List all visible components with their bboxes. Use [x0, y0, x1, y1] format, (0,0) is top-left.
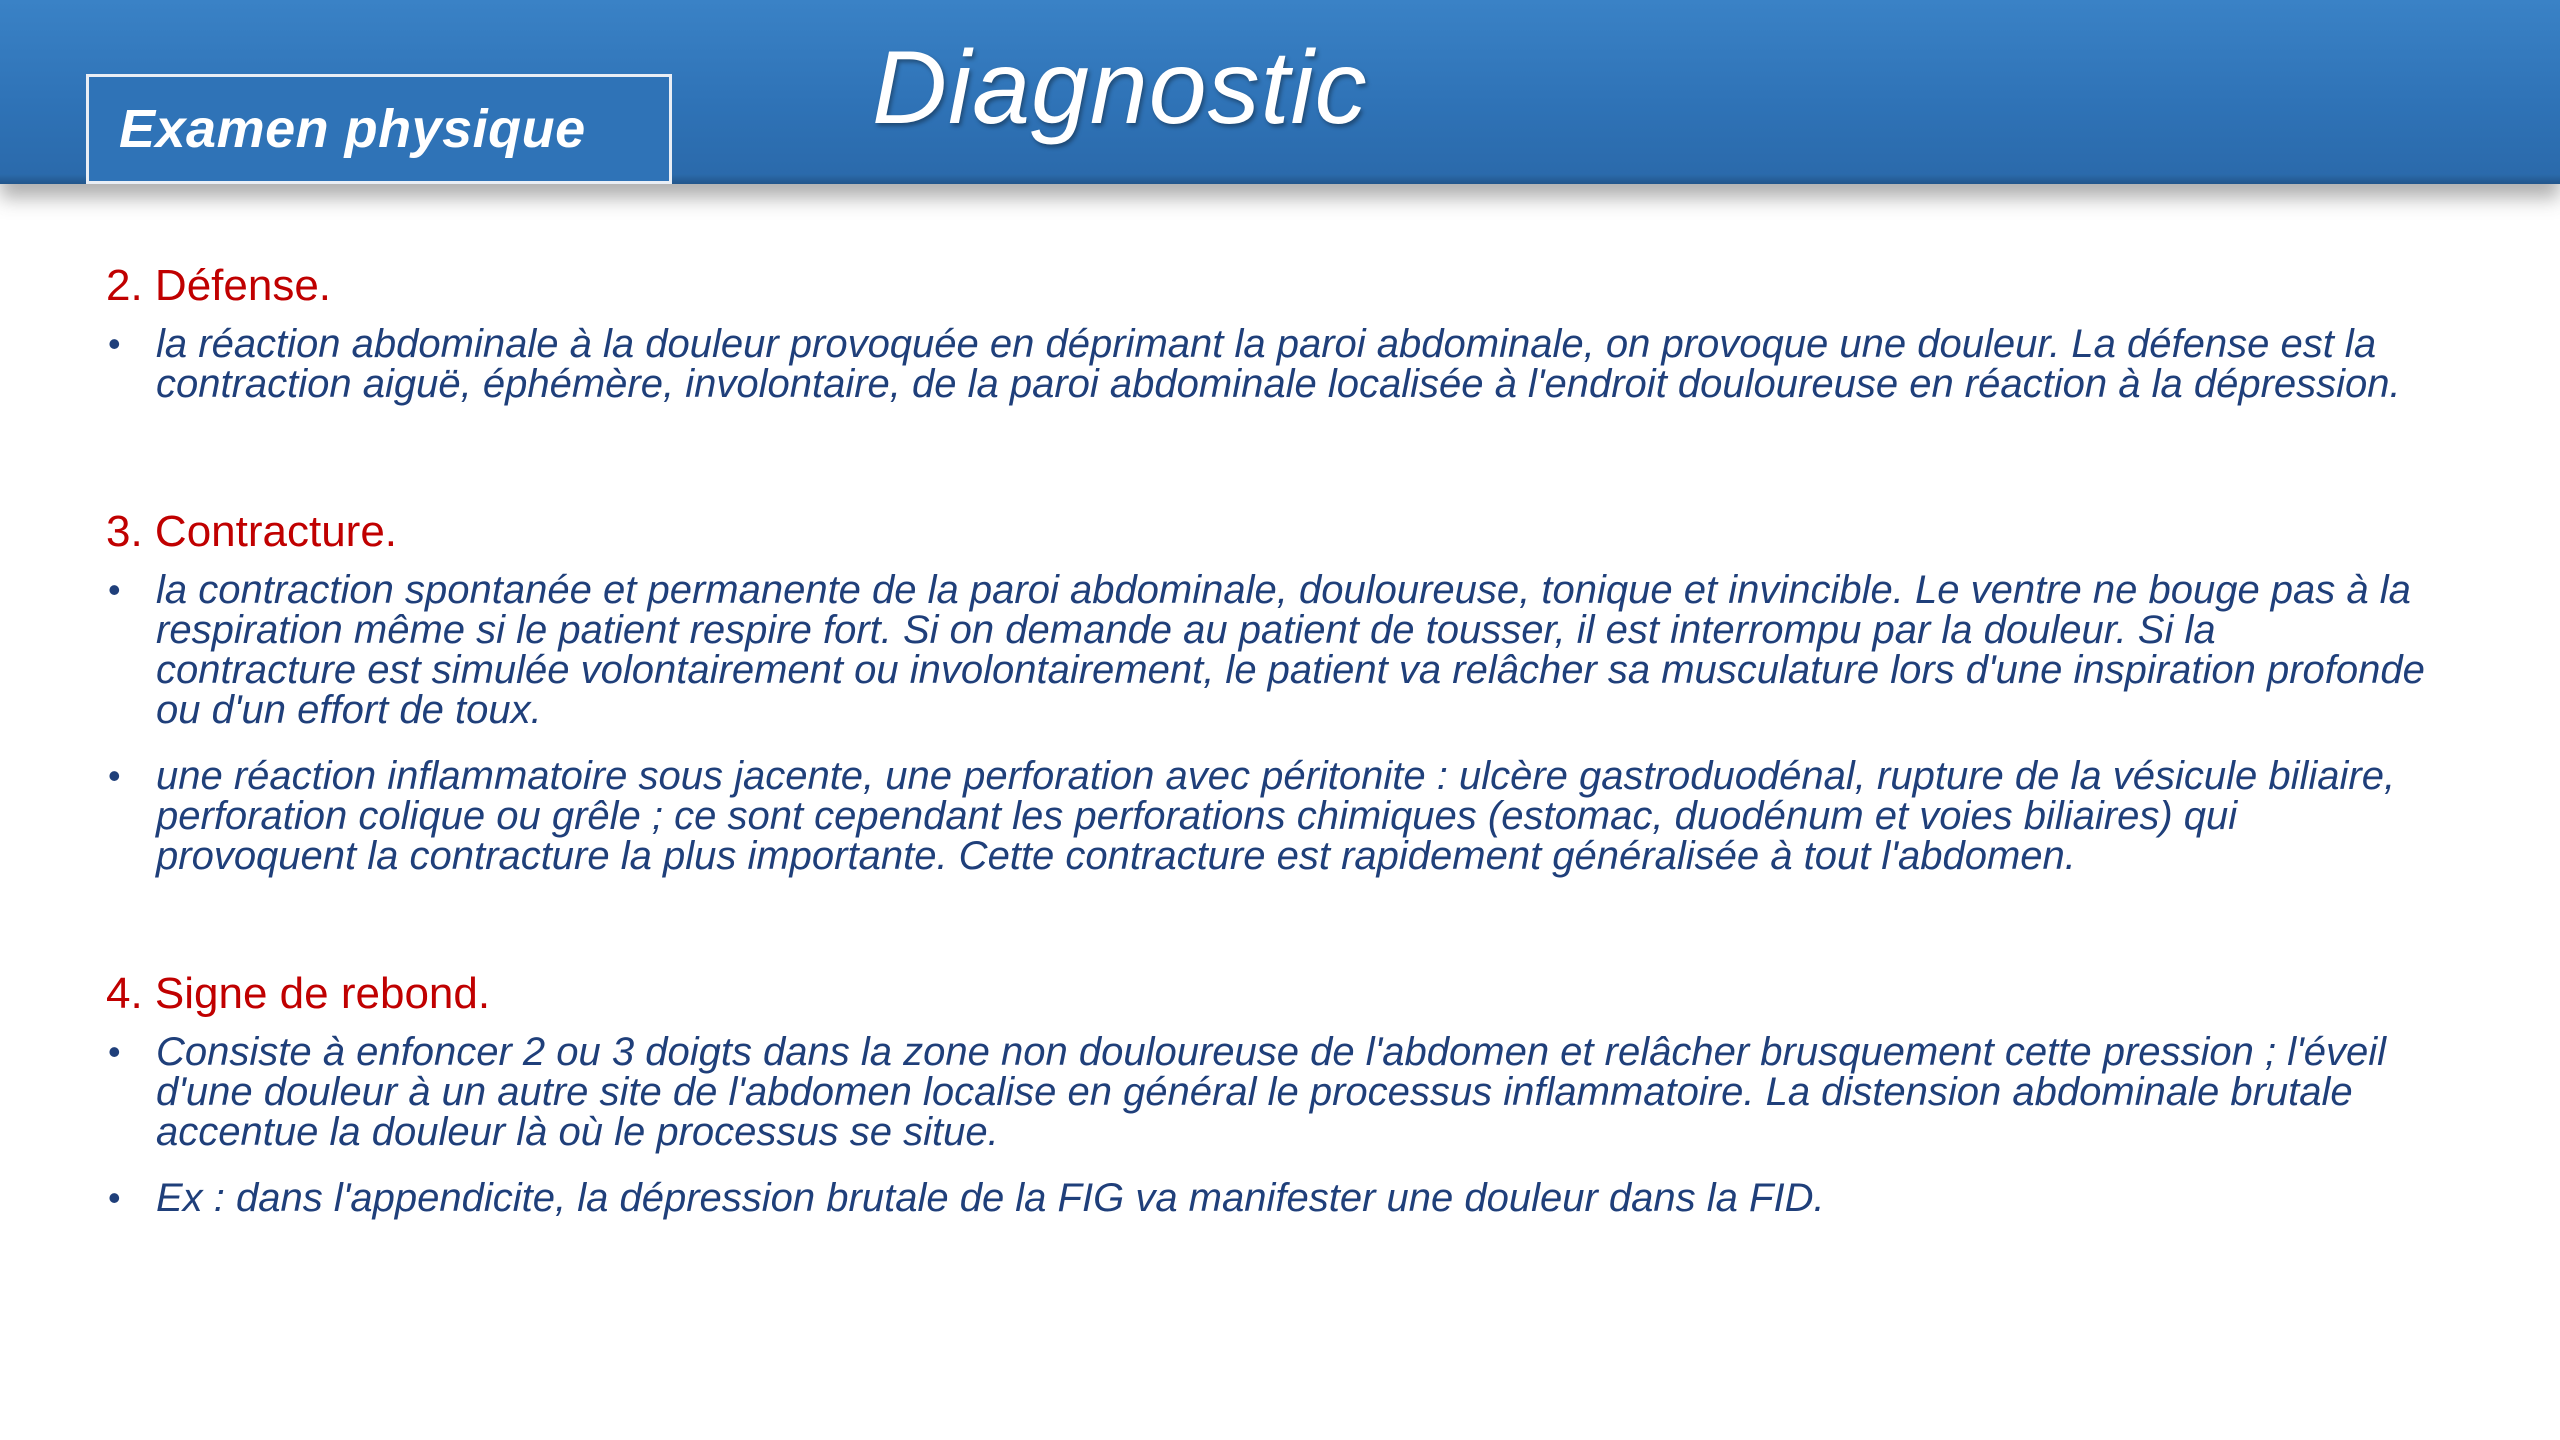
section-rebond [106, 964, 2426, 1218]
bullet-list [106, 324, 2426, 404]
bullet-list [106, 1032, 2426, 1218]
list-item [106, 1032, 2426, 1152]
section-defense [106, 256, 2426, 404]
bullet-list [106, 570, 2426, 876]
bullet-text: une réaction inflammatoire sous jacente, une perforation avec péritonite : ulcère gastroduodénal, rupture de la vésicule biliaire, perforation colique ou grêle ; ce sont cependant les perforations chimiques (estomac, duodénum et voies biliaires) qui provoquent la contracture la plus importante. Cette contracture est rapidement généralisée à tout l'abdomen. [156, 754, 2396, 878]
bullet-dot-icon: • [108, 569, 121, 610]
section-label: Examen physique [119, 99, 586, 159]
bullet-dot-icon: • [108, 323, 121, 364]
bullet-dot-icon: • [108, 1177, 121, 1218]
bullet-dot-icon: • [108, 755, 121, 796]
section-heading: 3. Contracture. [106, 507, 398, 556]
list-item [106, 756, 2426, 876]
section-contracture [106, 502, 2426, 876]
list-item [106, 324, 2426, 404]
bullet-text: la contraction spontanée et permanente de la paroi abdominale, douloureuse, tonique et invincible. Le ventre ne bouge pas à la respiration même si le patient respire fort. Si on demande au patient de tousser, il est interrompu par la douleur. Si la contracture est simulée volontairement ou involontairement, le patient va relâcher sa musculature lors d'une inspiration profonde ou d'un effort de toux. [156, 568, 2425, 732]
bullet-text: Consiste à enfoncer 2 ou 3 doigts dans la zone non douloureuse de l'abdomen et relâcher brusquement cette pression ; l'éveil d'une douleur à un autre site de l'abdomen localise en général le processus inflammatoire. La distension abdominale brutale accentue la douleur là où le processus se situe. [156, 1030, 2387, 1154]
section-heading: 2. Défense. [106, 261, 332, 310]
list-item [106, 1178, 2426, 1218]
bullet-text: Ex : dans l'appendicite, la dépression brutale de la FIG va manifester une douleur dans la FID. [156, 1176, 1825, 1220]
bullet-dot-icon: • [108, 1031, 121, 1072]
bullet-text: la réaction abdominale à la douleur provoquée en déprimant la paroi abdominale, on provoque une douleur. La défense est la contraction aiguë, éphémère, involontaire, de la paroi abdominale localisée à l'endroit douloureuse en réaction à la dépression. [156, 322, 2401, 406]
slide-content [106, 256, 2426, 1244]
list-item [106, 570, 2426, 730]
section-label-box [86, 74, 672, 184]
section-heading: 4. Signe de rebond. [106, 969, 491, 1018]
slide-title: Diagnostic [872, 30, 1368, 146]
